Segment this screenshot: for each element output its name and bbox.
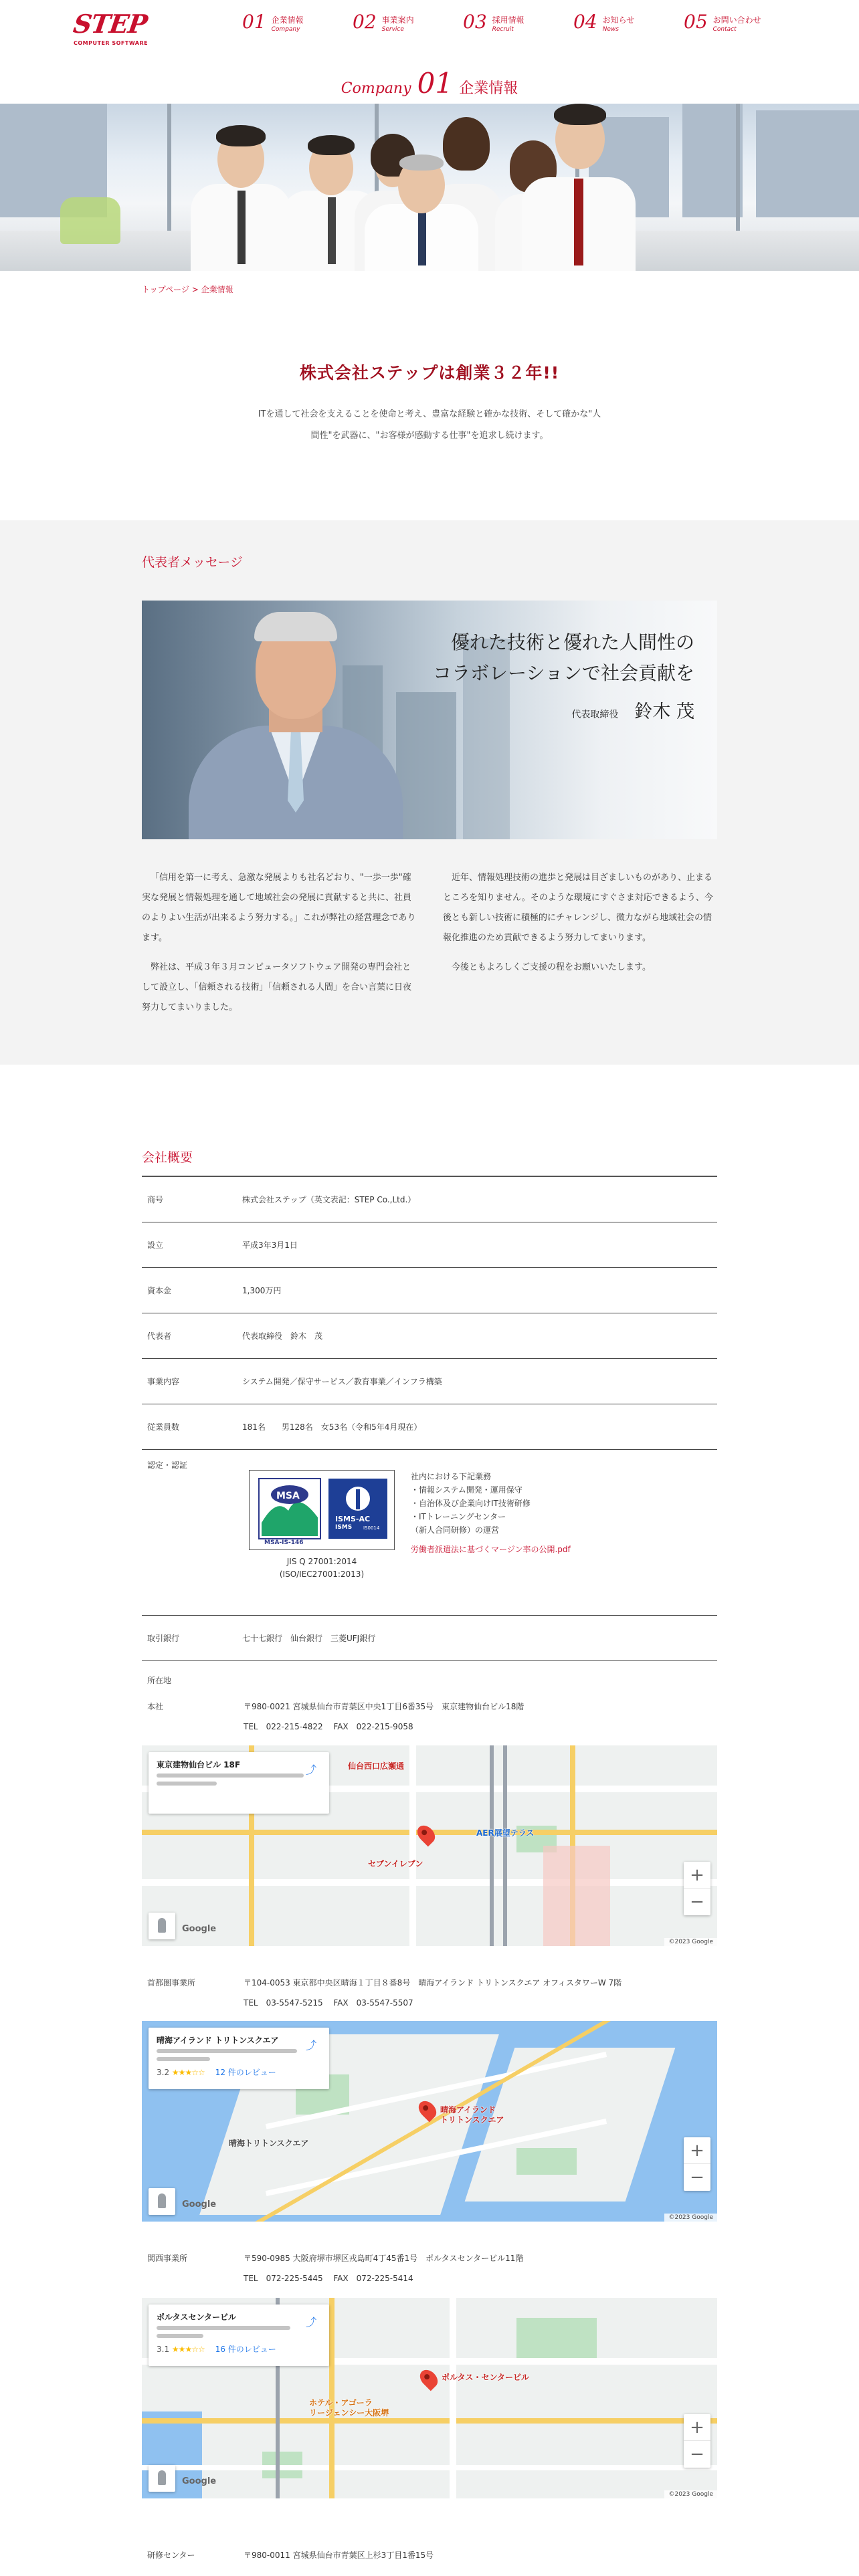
- zoom-out-button[interactable]: −: [690, 1892, 704, 1912]
- breadcrumb-current: 企業情報: [201, 285, 233, 294]
- map-attribution: ©2023 Google: [664, 2490, 717, 2498]
- message-paragraph: 「信用を第一に考え、急激な発展よりも社名どおり、"一歩一歩"確実な発展と情報処理を通して地域社会の発展に貢献すると共に、社員のよりよい生活が出来るよう努力する。」これが弊社の経営理念であります。: [142, 873, 416, 943]
- overview-table: [142, 1176, 717, 1661]
- row-label: 認定・認証: [147, 1461, 188, 1470]
- row-label: 取引銀行: [147, 1634, 180, 1643]
- headline-line-1: 優れた技術と優れた人間性の: [450, 631, 694, 653]
- map-kansai[interactable]: [142, 2298, 717, 2498]
- logo-main-text: STEP: [71, 9, 149, 39]
- directions-icon[interactable]: ⤴: [305, 2316, 316, 2329]
- street-view-icon[interactable]: [149, 2188, 175, 2215]
- directions-icon[interactable]: ⤴: [305, 2039, 316, 2052]
- msa-logo-text: MSA: [276, 1491, 300, 1501]
- map-place-label: 仙台西口広瀬通: [348, 1761, 405, 1771]
- breadcrumb-separator: >: [189, 285, 201, 294]
- reviews-link[interactable]: 12 件のレビュー: [215, 2068, 276, 2077]
- map-pin-icon[interactable]: [417, 2367, 442, 2391]
- row-value: 1,300万円: [242, 1286, 282, 1295]
- cert-scope-item: ・情報システム開発・運用保守: [411, 1485, 522, 1495]
- nav-num: 04: [573, 11, 597, 33]
- nav-num: 01: [242, 11, 266, 33]
- breadcrumb-home-link[interactable]: トップページ: [142, 285, 189, 294]
- google-logo: Google: [182, 2199, 217, 2210]
- rating-stars-icon: ★★★☆☆: [171, 2068, 205, 2077]
- map-place-label: ポルタス・センタービル: [442, 2373, 530, 2382]
- row-label: 代表者: [147, 1331, 172, 1341]
- nav-item-company[interactable]: [242, 12, 353, 33]
- row-value: 七十七銀行 仙台銀行 三菱UFJ銀行: [242, 1634, 376, 1643]
- site-header: [0, 0, 859, 53]
- map-tokyo[interactable]: [142, 2021, 717, 2222]
- nav-label: お知らせ: [602, 15, 635, 25]
- office-label: 本社: [147, 1702, 164, 1711]
- zoom-in-button[interactable]: +: [684, 2414, 710, 2441]
- directions-icon[interactable]: ⤴: [305, 1763, 316, 1776]
- cert-standard-1: JIS Q 27001:2014: [286, 1557, 357, 1566]
- margin-rate-pdf-link[interactable]: 労働者派遣法に基づくマージン率の公開.pdf: [411, 1545, 571, 1554]
- map-zoom-controls: [684, 2414, 710, 2468]
- nav-label: 企業情報: [271, 15, 304, 25]
- nav-label: 採用情報: [492, 15, 524, 25]
- google-logo: Google: [182, 1924, 217, 1934]
- ceo-portrait: [182, 601, 409, 839]
- page-title-en: Company: [341, 80, 411, 97]
- office-tel: TEL 03-5547-5215 FAX 03-5547-5507: [244, 1998, 413, 2008]
- office-address: 〒980-0021 宮城県仙台市青葉区中央1丁目6番35号 東京建物仙台ビル18階: [244, 1702, 524, 1711]
- table-row: [142, 1404, 717, 1450]
- row-label: 商号: [147, 1195, 164, 1204]
- map-place-label: 晴海トリトンスクエア: [229, 2139, 309, 2148]
- zoom-in-button[interactable]: +: [684, 1862, 710, 1889]
- step-logo[interactable]: [71, 9, 157, 46]
- message-column-right: [443, 868, 717, 1027]
- nav-sublabel: Recruit: [492, 26, 514, 33]
- message-paragraph: 弊社は、平成３年３月コンピュータソフトウェア開発の専門会社として設立し、「信頼される技術」「信頼される人間」を合い言葉に日夜努力してまいりました。: [142, 962, 412, 1012]
- zoom-in-button[interactable]: +: [684, 2137, 710, 2164]
- zoom-out-button[interactable]: −: [690, 2444, 704, 2464]
- office-address: 〒590-0985 大阪府堺市堺区戎島町4丁45番1号 ポルタスセンタービル11階: [244, 2254, 524, 2263]
- reviews-link[interactable]: 16 件のレビュー: [215, 2345, 276, 2354]
- nav-num: 03: [463, 11, 487, 33]
- isms-text: ISMS: [335, 1524, 353, 1531]
- map-card-rating: 3.1 ★★★☆☆ 16 件のレビュー: [157, 2345, 276, 2354]
- row-label: 従業員数: [147, 1422, 180, 1432]
- nav-label: 事業案内: [381, 15, 414, 25]
- nav-item-recruit[interactable]: [463, 12, 573, 33]
- nav-sublabel: Company: [271, 26, 300, 33]
- map-zoom-controls: [684, 2137, 710, 2191]
- intro-line-1: ITを通して社会を支えることを使命と考え、豊富な経験と確かな技術、そして確かな"人: [258, 409, 601, 419]
- intro-text: [229, 404, 630, 447]
- message-paragraph: 今後ともよろしくご支援の程をお願いいたします。: [452, 962, 651, 972]
- hero-staff-photo: [0, 104, 859, 271]
- rating-stars-icon: ★★★☆☆: [171, 2345, 205, 2354]
- street-view-icon[interactable]: [149, 1913, 175, 1939]
- page-title: [0, 67, 859, 100]
- location-label: 所在地: [147, 1676, 172, 1685]
- map-place-label: 晴海アイランド トリトンスクエア: [440, 2105, 504, 2125]
- nav-sublabel: Contact: [712, 26, 737, 33]
- cert-scope-item: ・ITトレーニングセンター: [411, 1512, 506, 1521]
- ceo-role: 代表取締役: [571, 710, 619, 720]
- map-info-card[interactable]: [149, 2028, 329, 2089]
- office-address: 〒980-0011 宮城県仙台市青葉区上杉3丁目1番15号: [244, 2551, 434, 2560]
- message-headline: [433, 627, 694, 723]
- office-label: 関西事業所: [147, 2254, 188, 2263]
- row-label: 資本金: [147, 1286, 172, 1295]
- cert-scope-item: （新人合同研修）の運営: [411, 1525, 500, 1535]
- map-info-card[interactable]: [149, 2304, 329, 2366]
- google-logo: Google: [182, 2476, 217, 2486]
- message-column-left: [142, 868, 416, 1027]
- table-row: [142, 1313, 717, 1359]
- cert-standard-2: (ISO/IEC27001:2013): [279, 1570, 365, 1579]
- map-card-title: 晴海アイランド トリトンスクエア: [157, 2036, 279, 2045]
- table-row: [142, 1177, 717, 1222]
- headline-line-2: コラボレーションで社会貢献を: [433, 662, 694, 684]
- nav-sublabel: Service: [381, 26, 404, 33]
- row-value: 181名 男128名 女53名（令和5年4月現在）: [242, 1422, 422, 1432]
- map-place-label: AER展望テラス: [476, 1828, 535, 1838]
- ceo-name: 鈴木 茂: [634, 702, 694, 722]
- certification-logos: [249, 1470, 395, 1550]
- row-value: 代表取締役 鈴木 茂: [242, 1331, 323, 1341]
- cert-scope: [411, 1470, 531, 1537]
- map-zoom-controls: [684, 1862, 710, 1915]
- certification-logos-svg: [250, 1471, 395, 1551]
- cert-scope-item: ・自治体及び企業向けIT技術研修: [411, 1499, 531, 1508]
- map-place-label: セブンイレブン: [368, 1859, 423, 1868]
- nav-label: お問い合わせ: [712, 15, 761, 25]
- row-label: 設立: [147, 1241, 164, 1250]
- row-label: 事業内容: [147, 1377, 180, 1386]
- zoom-out-button[interactable]: −: [690, 2167, 704, 2187]
- map-card-title: ポルタスセンタービル: [157, 2313, 237, 2322]
- street-view-icon[interactable]: [149, 2465, 175, 2492]
- row-value: 平成3年3月1日: [242, 1241, 298, 1250]
- nav-item-news[interactable]: [573, 12, 684, 33]
- map-hq[interactable]: [142, 1745, 717, 1946]
- map-place-label: ホテル・アゴーラ リージェンシー大阪堺: [309, 2398, 389, 2418]
- message-body: [142, 868, 717, 1027]
- map-info-card[interactable]: [149, 1752, 329, 1814]
- row-value: 株式会社ステップ（英文表記：STEP Co.,Ltd.）: [242, 1195, 416, 1204]
- message-paragraph: 近年、情報処理技術の進歩と発展は目ざましいものがあり、止まるところを知りません。そのような環境にすぐさま対応できるよう、今後とも新しい技術に積極的にチャレンジし、微力ながら地域社会の情報化推進のため貢献できるよう努力してまいります。: [443, 873, 713, 943]
- nav-num: 05: [684, 11, 708, 33]
- table-row: [142, 1359, 717, 1404]
- map-attribution: ©2023 Google: [664, 1938, 717, 1946]
- intro-title: 株式会社ステップは創業３２年!!: [299, 363, 560, 383]
- page-title-num: 01: [417, 67, 454, 100]
- msa-code: MSA-IS-146: [264, 1539, 304, 1546]
- cert-standard: [249, 1555, 395, 1581]
- ceo-photo: [142, 601, 717, 839]
- office-label: 首都圏事業所: [147, 1978, 196, 1988]
- map-card-title: 東京建物仙台ビル 18F: [157, 1760, 241, 1769]
- office-tel: TEL 072-225-5445 FAX 072-225-5414: [244, 2274, 413, 2283]
- isms-ac-text: ISMS-AC: [335, 1515, 371, 1523]
- message-heading: 代表者メッセージ: [142, 555, 243, 570]
- cert-scope-title: 社内における下記業務: [411, 1472, 492, 1481]
- ceo-message-section: [0, 520, 859, 1065]
- table-row: [142, 1268, 717, 1313]
- nav-num: 02: [353, 11, 377, 33]
- table-row-bank: [142, 1616, 717, 1661]
- isms-code: IS0014: [363, 1525, 380, 1531]
- page-title-jp: 企業情報: [459, 80, 518, 97]
- map-pin-icon[interactable]: [414, 1822, 439, 1847]
- table-row: [142, 1222, 717, 1268]
- logo-sub-text: COMPUTER SOFTWARE: [74, 40, 149, 46]
- intro-line-2: 間性"を武器に、"お客様が感動する仕事"を追求し続けます。: [310, 431, 549, 441]
- main-nav: [242, 12, 794, 33]
- office-label: 研修センター: [147, 2551, 195, 2560]
- overview-heading: 会社概要: [142, 1150, 193, 1165]
- breadcrumb: [142, 284, 233, 295]
- table-row-certification: [142, 1450, 717, 1616]
- nav-item-service[interactable]: [353, 12, 463, 33]
- office-tel: TEL 022-215-4822 FAX 022-215-9058: [244, 1722, 413, 1731]
- map-card-rating: 3.2 ★★★☆☆ 12 件のレビュー: [157, 2068, 276, 2077]
- row-value: システム開発／保守サービス／教育事業／インフラ構築: [242, 1377, 442, 1386]
- nav-item-contact[interactable]: [684, 12, 794, 33]
- map-attribution: ©2023 Google: [664, 2214, 717, 2222]
- office-address: 〒104-0053 東京都中央区晴海１丁目８番8号 晴海アイランド トリトンスクエア オフィスタワーW 7階: [244, 1978, 622, 1988]
- nav-sublabel: News: [602, 26, 619, 33]
